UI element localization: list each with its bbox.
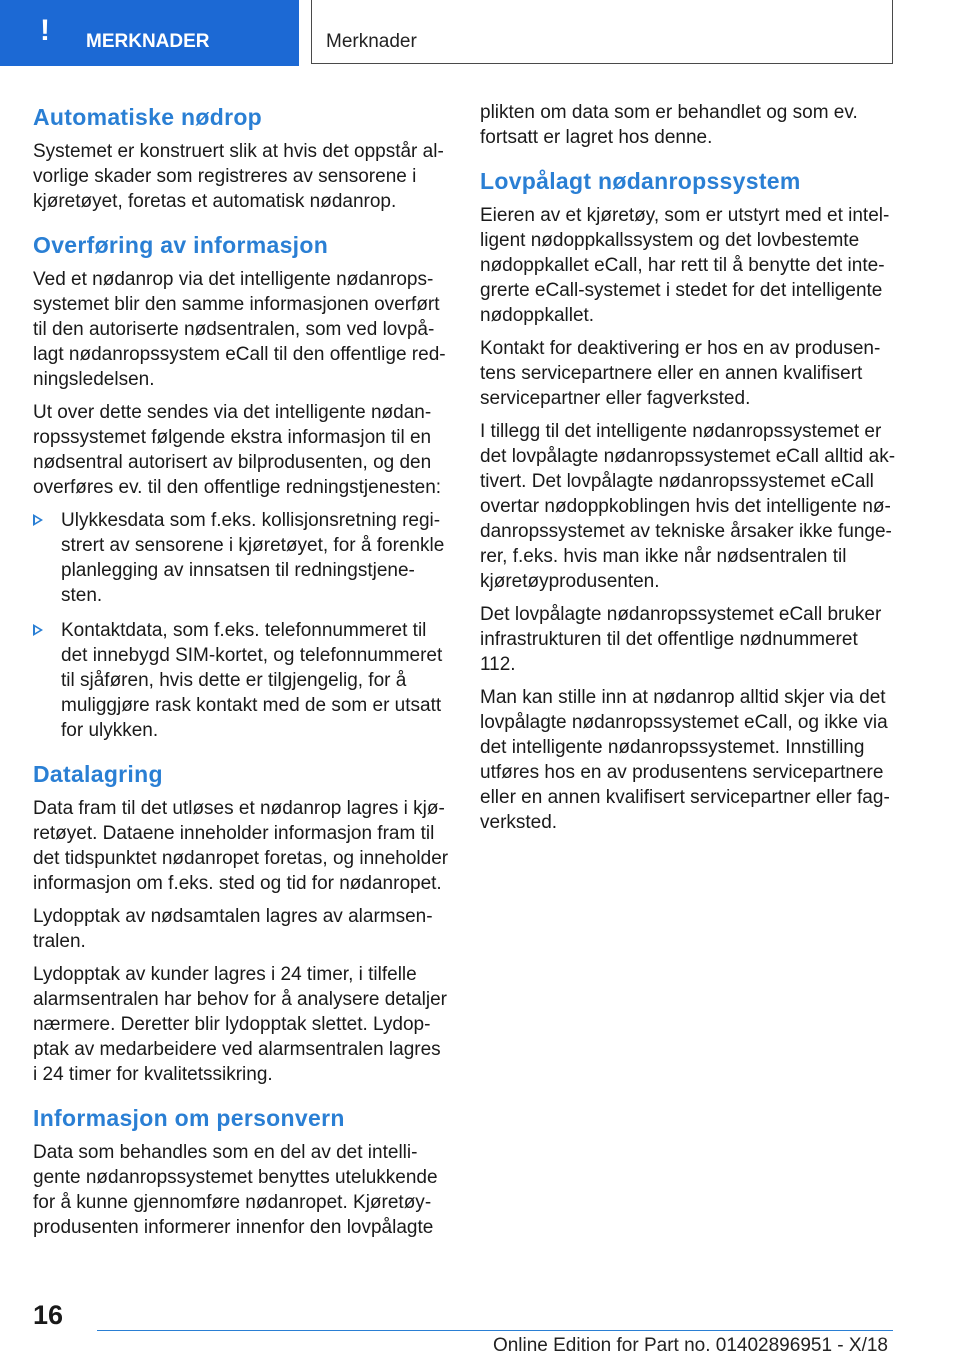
heading-lovpalagt-nodanropssystem: Lovpålagt nødanropssystem — [480, 168, 801, 194]
footer-divider — [97, 1330, 893, 1331]
paragraph: Systemet er konstruert slik at hvis det oppstår alvorlige skader som registreres av sensorene i kjøretøyet, foretas et automatisk nødanrop. — [33, 141, 444, 212]
paragraph: Ut over dette sendes via det intelligente nødanropssystemet følgende ekstra informasjon til en nødsentral autorisert av bilprodusenten, og den overføres ev. til den offentlige redningstjenesten: — [33, 402, 442, 498]
triangle-bullet-icon — [33, 624, 43, 636]
paragraph: Data fram til det utløses et nødanrop lagres i kjøretøyet. Dataene inneholder informasjon fram til det tidspunktet nødanropet foretas, og inneholder informasjon om f.eks. sted og tid for nødanropet. — [33, 798, 449, 894]
list-item — [33, 508, 449, 608]
paragraph: Ved et nødanrop via det intelligente nødanropssystemet blir den samme informasjonen overført til den autoriserte nødsentralen, som ved lovpålagt nødanropssystem eCall til den offentlige redningsledelsen. — [33, 269, 446, 390]
page-number: 16 — [33, 1300, 64, 1330]
list-item-text: Ulykkesdata som f.eks. kollisjonsretning registrert av sensorene i kjøretøyet, for å forenkle planlegging av innsatsen til redningstjenesten. — [61, 510, 445, 606]
section-tab — [0, 0, 299, 66]
page-header — [0, 0, 960, 66]
paragraph: Kontakt for deaktivering er hos en av produsentens servicepartnere eller en annen kvalifisert servicepartner eller fagverksted. — [480, 338, 881, 409]
page-title: Merknader — [326, 31, 417, 52]
paragraph: Lydopptak av kunder lagres i 24 timer, i tilfelle alarmsentralen har behov for å analysere detaljer nærmere. Deretter blir lydopptak slettet. Lydopptak av medarbeidere ved alarmsentralen lagres i 24 timer for kvalitetssikring. — [33, 964, 448, 1085]
paragraph: Man kan stille inn at nødanrop alltid skjer via det lovpålagte nødanropssystemet eCall, og ikke via det intelligente nødanropssystemet. Innstilling utføres hos en av produsentens servicepartnere eller en annen kvalifisert servicepartner eller fagverksted. — [480, 687, 890, 833]
paragraph: Data som behandles som en del av det intelligente nødanropssystemet benyttes utelukkende for å kunne gjennomføre nødanropet. Kjøretøyprodusenten informerer innenfor den lovpålagte — [33, 1142, 438, 1238]
list-item — [33, 618, 449, 743]
heading-automatiske-nodrop: Automatiske nødrop — [33, 104, 263, 130]
section-label: MERKNADER — [86, 31, 210, 52]
left-column — [33, 100, 449, 1248]
right-column — [480, 100, 896, 843]
paragraph: Det lovpålagte nødanropssystemet eCall bruker infrastrukturen til det offentlige nødnummeret 112. — [480, 604, 882, 675]
exclamation-icon: ! — [40, 14, 50, 47]
heading-datalagring: Datalagring — [33, 761, 163, 787]
heading-informasjon-om-personvern: Informasjon om personvern — [33, 1105, 345, 1131]
bullet-list — [33, 508, 449, 743]
paragraph: Lydopptak av nødsamtalen lagres av alarmsentralen. — [33, 906, 433, 952]
heading-overforing-av-informasjon: Overføring av informasjon — [33, 232, 329, 258]
footer-edition-text: Online Edition for Part no. 01402896951 - X/18 — [492, 1335, 888, 1356]
triangle-bullet-icon — [33, 514, 43, 526]
paragraph: I tillegg til det intelligente nødanropssystemet er det lovpålagte nødanropssystemet eCall alltid aktivert. Det lovpålagte nødanropssystemet eCall overtar nødoppkoblingen hvis det intelligente nødanropssystemet av tekniske årsaker ikke fungerer, f.eks. hvis man ikke når nødsentralen til kjøretøyprodusenten. — [480, 421, 896, 592]
paragraph: plikten om data som er behandlet og som ev. fortsatt er lagret hos denne. — [480, 102, 858, 148]
list-item-text: Kontaktdata, som f.eks. telefonnummeret til det innebygd SIM-kortet, og telefonnummeret til sjåføren, hvis dette er tilgjengelig, for å muliggjøre rask kontakt med de som er utsatt for ulykken. — [61, 620, 443, 741]
paragraph: Eieren av et kjøretøy, som er utstyrt med et intelligent nødoppkallssystem og det lovbestemte nødoppkallet eCall, har rett til å benytte det integrerte eCall-systemet i stedet for det intelligente nødoppkallet. — [480, 205, 890, 326]
